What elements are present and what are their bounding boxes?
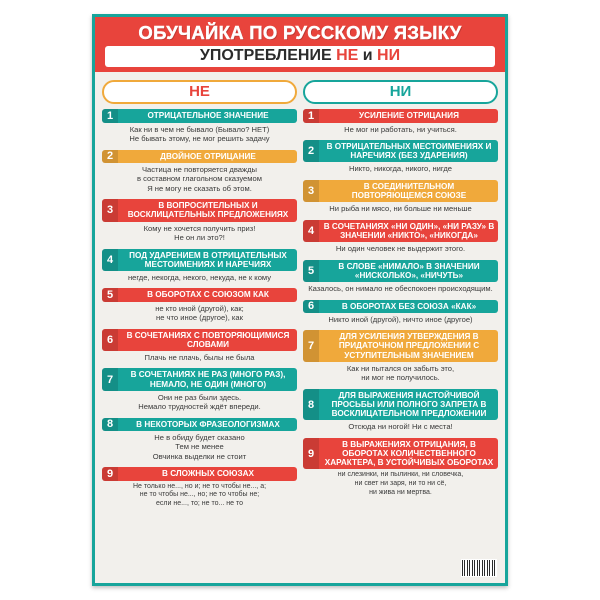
rule-note: Как ни в чем не бывало (Бывало? НЕТ) Не бывать этому, не мог решить задачу	[129, 124, 270, 144]
rule-title: В СОЧЕТАНИЯХ С ПОВТОРЯЮЩИМИСЯ СЛОВАМИ	[126, 330, 290, 349]
rule-bar	[303, 260, 498, 282]
rule-bar	[102, 150, 297, 163]
list-item	[303, 330, 498, 386]
subtitle-word-upotreblenie: УПОТРЕБЛЕНИЕ	[199, 47, 337, 65]
list-item	[303, 220, 498, 257]
rule-number: 8	[303, 389, 319, 421]
column-ni	[303, 80, 498, 575]
rule-number: 8	[102, 418, 118, 431]
poster-columns	[95, 74, 505, 583]
rule-bar	[102, 109, 297, 122]
rule-bar	[102, 368, 297, 390]
rule-note: Не в обиду будет сказано Тем не менее Овчинка выделки не стоит	[152, 432, 247, 461]
rule-title: УСИЛЕНИЕ ОТРИЦАНИЯ	[359, 111, 459, 121]
rule-bar	[303, 109, 498, 122]
rule-number: 4	[303, 220, 319, 242]
rule-note: Ни рыба ни мясо, ни больше ни меньше	[329, 204, 472, 214]
poster-title: ОБУЧАЙКА ПО РУССКОМУ ЯЗЫКУ	[138, 22, 462, 43]
rule-number: 1	[102, 109, 118, 122]
rule-note: Отсюда ни ногой! Ни с места!	[348, 422, 453, 432]
rule-title: В ВОПРОСИТЕЛЬНЫХ И ВОСКЛИЦАТЕЛЬНЫХ ПРЕДЛОЖЕНИЯХ	[127, 201, 289, 220]
rule-title: В СОЕДИНИТЕЛЬНОМ ПОВТОРЯЮЩЕМСЯ СОЮЗЕ	[351, 181, 467, 201]
rule-note: негде, некогда, некого, некуда, не к кому	[127, 272, 272, 282]
list-item	[303, 389, 498, 435]
rule-title: ПОД УДАРЕНИЕМ В ОТРИЦАТЕЛЬНЫХ МЕСТОИМЕНИЯХ И НАРЕЧИЯХ	[129, 250, 287, 269]
list-item	[303, 300, 498, 328]
rule-number: 5	[303, 260, 319, 282]
rule-bar	[303, 180, 498, 202]
rule-title: ДЛЯ УСИЛЕНИЯ УТВЕРЖДЕНИЯ В ПРИДАТОЧНОМ ПРЕДЛОЖЕНИИ С УСТУПИТЕЛЬНЫМ ЗНАЧЕНИЕМ	[338, 332, 480, 360]
rule-number: 2	[102, 150, 118, 163]
rule-bar	[303, 140, 498, 162]
rule-bar	[303, 300, 498, 313]
rule-bar	[303, 330, 498, 362]
rule-note: ни слезинки, ни пылинки, ни словечка, ни свет ни заря, ни то ни сё, ни жива ни мертва.	[337, 471, 464, 496]
rule-title: В НЕКОТОРЫХ ФРАЗЕОЛОГИЗМАХ	[136, 419, 280, 429]
column-ne-title: НЕ	[102, 80, 297, 104]
column-ni-title: НИ	[303, 80, 498, 104]
list-item	[303, 109, 498, 137]
rule-note: Казалось, он нимало не обеспокоен происходящим.	[308, 284, 493, 294]
rule-title: ОТРИЦАТЕЛЬНОЕ ЗНАЧЕНИЕ	[147, 111, 269, 121]
rule-bar	[303, 438, 498, 470]
list-item	[102, 249, 297, 286]
rule-title: В СЛОВЕ «НИМАЛО» В ЗНАЧЕНИИ «НИСКОЛЬКО», «НИЧУТЬ»	[338, 261, 480, 280]
rule-title: В ОБОРОТАХ С СОЮЗОМ КАК	[147, 290, 269, 300]
rule-title: ДЛЯ ВЫРАЖЕНИЯ НАСТОЙЧИВОЙ ПРОСЬБЫ ИЛИ ПОЛНОГО ЗАПРЕТА В ВОСКЛИЦАТЕЛЬНОМ ПРЕДЛОЖЕНИИ	[331, 390, 487, 419]
rule-number: 3	[102, 199, 118, 221]
rule-note: Плачь не плачь, былы не была	[144, 352, 255, 362]
list-item	[303, 140, 498, 177]
rule-note: Они не раз были здесь. Немало трудностей ждёт впереди.	[138, 392, 261, 412]
subtitle-word-ni: НИ	[377, 47, 401, 65]
rule-number: 1	[303, 109, 319, 122]
rule-number: 6	[303, 300, 319, 313]
list-item	[303, 260, 498, 297]
rule-note: Ни один человек не выдержит этого.	[335, 244, 466, 254]
poster-header	[95, 17, 505, 74]
rule-number: 4	[102, 249, 118, 271]
rule-bar	[102, 418, 297, 431]
rule-number: 7	[102, 368, 118, 390]
rule-bar	[102, 199, 297, 221]
rule-note: Не мог ни работать, ни учиться.	[344, 124, 457, 134]
rule-number: 2	[303, 140, 319, 162]
rule-note: Не только не..., но и; не то чтобы не..., а; не то чтобы не..., но; не то чтобы не; если не..., то; не то... не то	[132, 482, 267, 508]
rule-title: В ОБОРОТАХ БЕЗ СОЮЗА «КАК»	[341, 301, 477, 311]
column-ne	[102, 80, 297, 575]
list-item	[102, 199, 297, 245]
list-item	[102, 329, 297, 366]
rule-bar	[303, 220, 498, 242]
rule-number: 9	[102, 467, 118, 480]
rule-number: 7	[303, 330, 319, 362]
rule-title: В ОТРИЦАТЕЛЬНЫХ МЕСТОИМЕНИЯХ И НАРЕЧИЯХ (БЕЗ УДАРЕНИЯ)	[326, 142, 492, 161]
rule-title: В СОЧЕТАНИЯХ «НИ ОДИН», «НИ РАЗУ» В ЗНАЧЕНИИ «НИКТО», «НИКОГДА»	[323, 221, 495, 240]
rule-bar	[102, 288, 297, 301]
subtitle-conj: и	[358, 47, 378, 65]
rule-note: Частица не повторяется дважды в составном глагольном сказуемом Я не могу не сказать об этом.	[137, 164, 262, 193]
list-item	[102, 288, 297, 325]
rule-note: не кто иной (другой), как; не что иное (другое), как	[155, 303, 244, 323]
rule-note: Никто, никогда, никого, нигде	[349, 164, 452, 174]
rule-number: 9	[303, 438, 319, 470]
rule-note: Кому не хочется получить приз! Не он ли это?!	[143, 223, 256, 243]
poster	[92, 14, 508, 586]
rule-note: Как ни пытался он забыть это, ни мог не получилось.	[346, 363, 455, 383]
rule-bar	[102, 249, 297, 271]
subtitle-word-ne: НЕ	[336, 47, 359, 65]
poster-subtitle	[105, 48, 495, 64]
list-item	[102, 467, 297, 511]
list-item	[102, 368, 297, 414]
rule-bar	[303, 389, 498, 421]
list-item	[303, 180, 498, 217]
rule-title: ДВОЙНОЕ ОТРИЦАНИЕ	[160, 151, 256, 161]
rule-number: 6	[102, 329, 118, 351]
list-item	[102, 109, 297, 146]
rule-title: В ВЫРАЖЕНИЯХ ОТРИЦАНИЯ, В ОБОРОТАХ КОЛИЧЕСТВЕННОГО ХАРАКТЕРА, В УСТОЙЧИВЫХ ОБОРОТАХ	[324, 439, 494, 468]
barcode	[461, 559, 497, 577]
list-item	[303, 438, 498, 501]
rule-title: В СЛОЖНЫХ СОЮЗАХ	[162, 469, 254, 479]
rule-note: Никто иной (другой), ничто иное (другое)	[328, 314, 473, 324]
rule-bar	[102, 329, 297, 351]
list-item	[102, 150, 297, 197]
list-item	[102, 418, 297, 465]
poster-subtitle-band	[105, 46, 495, 67]
rule-number: 3	[303, 180, 319, 202]
rule-bar	[102, 467, 297, 480]
rule-number: 5	[102, 288, 118, 301]
rule-title: В СОЧЕТАНИЯХ НЕ РАЗ (МНОГО РАЗ), НЕМАЛО, НЕ ОДИН (МНОГО)	[130, 370, 286, 389]
